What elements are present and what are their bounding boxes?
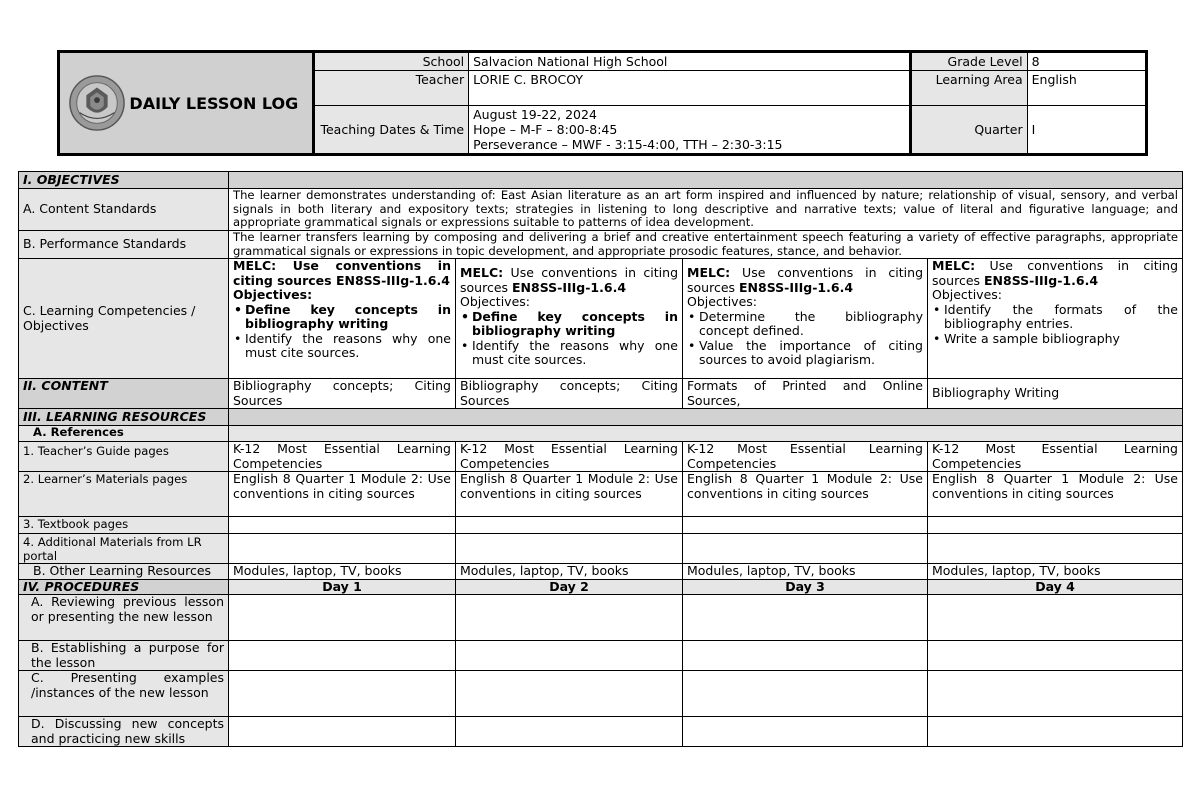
objectives-label: Objectives: xyxy=(233,287,313,302)
objectives-list xyxy=(233,303,451,361)
teachers-guide-label: 1. Teacher’s Guide pages xyxy=(19,442,229,472)
day-1-header: Day 1 xyxy=(229,579,456,595)
melc-text: Use conventions in citing sources xyxy=(932,258,1179,288)
objectives-list xyxy=(460,310,678,368)
school-label: School xyxy=(313,52,468,71)
resources-heading-fill xyxy=(229,409,1183,426)
dates-line: Hope – M-F – 8:00-8:45 xyxy=(473,122,618,137)
procedure-d-label: D. Discussing new concepts and practicing new skills xyxy=(19,717,229,747)
learning-area-value: English xyxy=(1027,71,1146,106)
teacher-value: LORIE C. BROCOY xyxy=(469,71,911,106)
additional-day-4 xyxy=(928,534,1183,564)
textbook-label: 3. Textbook pages xyxy=(19,517,229,534)
procedure-d-day-4 xyxy=(928,717,1183,747)
procedure-b-day-4 xyxy=(928,641,1183,671)
competencies-day-3 xyxy=(683,259,928,379)
references-label: A. References xyxy=(19,426,229,442)
content-day-3: Formats of Printed and Online Sources, xyxy=(683,379,928,409)
procedure-c-day-1 xyxy=(229,671,456,717)
objectives-label: Objectives: xyxy=(460,294,530,309)
additional-materials-label: 4. Additional Materials from LR portal xyxy=(19,534,229,564)
melc-line xyxy=(687,266,923,295)
teachers-guide-day-2: K-12 Most Essential Learning Competencies xyxy=(456,442,683,472)
learners-materials-day-3: English 8 Quarter 1 Module 2: Use conventions in citing sources xyxy=(683,472,928,517)
procedure-c-day-2 xyxy=(456,671,683,717)
melc-line xyxy=(233,259,451,288)
procedure-b-day-3 xyxy=(683,641,928,671)
procedure-c-day-3 xyxy=(683,671,928,717)
teachers-guide-day-3: K-12 Most Essential Learning Competencies xyxy=(683,442,928,472)
day-3-header: Day 3 xyxy=(683,579,928,595)
objectives-list xyxy=(932,303,1178,347)
deped-seal-icon xyxy=(68,74,126,132)
teaching-dates-value xyxy=(469,106,911,155)
day-4-header: Day 4 xyxy=(928,579,1183,595)
procedure-a-day-4 xyxy=(928,595,1183,641)
objectives-heading-fill xyxy=(229,172,1183,189)
procedure-d-day-2 xyxy=(456,717,683,747)
learners-materials-label: 2. Learner’s Materials pages xyxy=(19,472,229,517)
melc-code: EN8SS-IIIg-1.6.4 xyxy=(335,272,450,288)
objectives-list xyxy=(687,310,923,368)
dates-line: Perseverance – MWF - 3:15-4:00, TTH – 2:30-3:15 xyxy=(473,137,783,152)
additional-day-2 xyxy=(456,534,683,564)
school-value: Salvacion National High School xyxy=(469,52,911,71)
teaching-dates-label: Teaching Dates & Time xyxy=(313,106,468,155)
grade-level-value: 8 xyxy=(1027,52,1146,71)
content-day-2: Bibliography concepts; Citing Sources xyxy=(456,379,683,409)
objective-item: • Identify the reasons why one must cite sources. xyxy=(245,332,451,361)
quarter-label: Quarter xyxy=(911,106,1027,155)
textbook-day-2 xyxy=(456,517,683,534)
melc-label: MELC: xyxy=(460,265,504,280)
additional-day-1 xyxy=(229,534,456,564)
quarter-value: I xyxy=(1027,106,1146,155)
melc-text: Use conventions in citing sources xyxy=(233,258,451,288)
learners-materials-day-2: English 8 Quarter 1 Module 2: Use conventions in citing sources xyxy=(456,472,683,517)
other-resources-day-1: Modules, laptop, TV, books xyxy=(229,564,456,580)
objective-item: • Identify the formats of the bibliography entries. xyxy=(944,303,1178,332)
melc-code: EN8SS-IIIg-1.6.4 xyxy=(512,279,627,295)
melc-text: Use conventions in citing sources xyxy=(460,265,679,295)
procedure-c-label: C. Presenting examples /instances of the new lesson xyxy=(19,671,229,717)
procedure-d-day-3 xyxy=(683,717,928,747)
other-resources-label: B. Other Learning Resources xyxy=(19,564,229,580)
melc-code: EN8SS-IIIg-1.6.4 xyxy=(739,279,854,295)
dates-line: August 19-22, 2024 xyxy=(473,107,597,122)
procedure-a-day-3 xyxy=(683,595,928,641)
performance-standards-text: The learner transfers learning by composing and delivering a brief and creative entertainment speech featuring a variety of effective paragraphs, appropriate grammatical signals or expressions in topic development, and appropriate prosodic features, stance, and behavior. xyxy=(229,231,1183,259)
grade-level-label: Grade Level xyxy=(911,52,1027,71)
objective-item: • Value the importance of citing sources to avoid plagiarism. xyxy=(699,339,923,368)
content-heading: II. CONTENT xyxy=(19,379,229,409)
melc-text: Use conventions in citing sources xyxy=(687,265,924,295)
objective-item: • Write a sample bibliography xyxy=(944,332,1178,347)
procedure-a-day-2 xyxy=(456,595,683,641)
objective-item: • Define key concepts in bibliography writing xyxy=(245,303,451,332)
objectives-heading: I. OBJECTIVES xyxy=(19,172,229,189)
day-2-header: Day 2 xyxy=(456,579,683,595)
textbook-day-3 xyxy=(683,517,928,534)
procedure-b-day-2 xyxy=(456,641,683,671)
performance-standards-label: B. Performance Standards xyxy=(19,231,229,259)
competencies-day-1 xyxy=(229,259,456,379)
procedure-b-label: B. Establishing a purpose for the lesson xyxy=(19,641,229,671)
teachers-guide-day-4: K-12 Most Essential Learning Competencies xyxy=(928,442,1183,472)
objectives-label: Objectives: xyxy=(932,287,1002,302)
other-resources-day-3: Modules, laptop, TV, books xyxy=(683,564,928,580)
objective-item: • Determine the bibliography concept defined. xyxy=(699,310,923,339)
logo-cell xyxy=(59,52,314,155)
other-resources-day-4: Modules, laptop, TV, books xyxy=(928,564,1183,580)
content-day-4: Bibliography Writing xyxy=(928,379,1183,409)
learners-materials-day-1: English 8 Quarter 1 Module 2: Use conventions in citing sources xyxy=(229,472,456,517)
content-day-1: Bibliography concepts; Citing Sources xyxy=(229,379,456,409)
melc-line xyxy=(932,259,1178,288)
objective-item: • Identify the reasons why one must cite sources. xyxy=(472,339,678,368)
objective-item: • Define key concepts in bibliography writing xyxy=(472,310,678,339)
melc-label: MELC: xyxy=(233,258,277,273)
procedure-b-day-1 xyxy=(229,641,456,671)
procedure-d-day-1 xyxy=(229,717,456,747)
textbook-day-1 xyxy=(229,517,456,534)
content-standards-label: A. Content Standards xyxy=(19,189,229,231)
melc-line xyxy=(460,266,678,295)
procedure-c-day-4 xyxy=(928,671,1183,717)
textbook-day-4 xyxy=(928,517,1183,534)
objectives-label: Objectives: xyxy=(687,294,757,309)
teacher-label: Teacher xyxy=(313,71,468,106)
melc-label: MELC: xyxy=(687,265,731,280)
procedure-a-label: A. Reviewing previous lesson or presenting the new lesson xyxy=(19,595,229,641)
lesson-log-table xyxy=(18,171,1183,747)
competencies-day-2 xyxy=(456,259,683,379)
other-resources-day-2: Modules, laptop, TV, books xyxy=(456,564,683,580)
melc-label: MELC: xyxy=(932,258,976,273)
melc-code: EN8SS-IIIg-1.6.4 xyxy=(984,272,1099,288)
procedure-a-day-1 xyxy=(229,595,456,641)
competencies-day-4 xyxy=(928,259,1183,379)
resources-heading: III. LEARNING RESOURCES xyxy=(19,409,229,426)
header-table xyxy=(57,50,1148,156)
teachers-guide-day-1: K-12 Most Essential Learning Competencies xyxy=(229,442,456,472)
competencies-label: C. Learning Competencies / Objectives xyxy=(19,259,229,379)
references-fill xyxy=(229,426,1183,442)
content-standards-text: The learner demonstrates understanding of: East Asian literature as an art form inspired and influenced by nature; relationship of visual, sensory, and verbal signals in both literary and expository texts; strategies in listening to long descriptive and narrative texts; value of literal and figurative language; and appropriate grammatical signals or expressions suitable to patterns of idea development. xyxy=(229,189,1183,231)
learners-materials-day-4: English 8 Quarter 1 Module 2: Use conventions in citing sources xyxy=(928,472,1183,517)
learning-area-label: Learning Area xyxy=(911,71,1027,106)
page-title: DAILY LESSON LOG xyxy=(129,93,299,113)
procedures-heading: IV. PROCEDURES xyxy=(19,579,229,595)
additional-day-3 xyxy=(683,534,928,564)
